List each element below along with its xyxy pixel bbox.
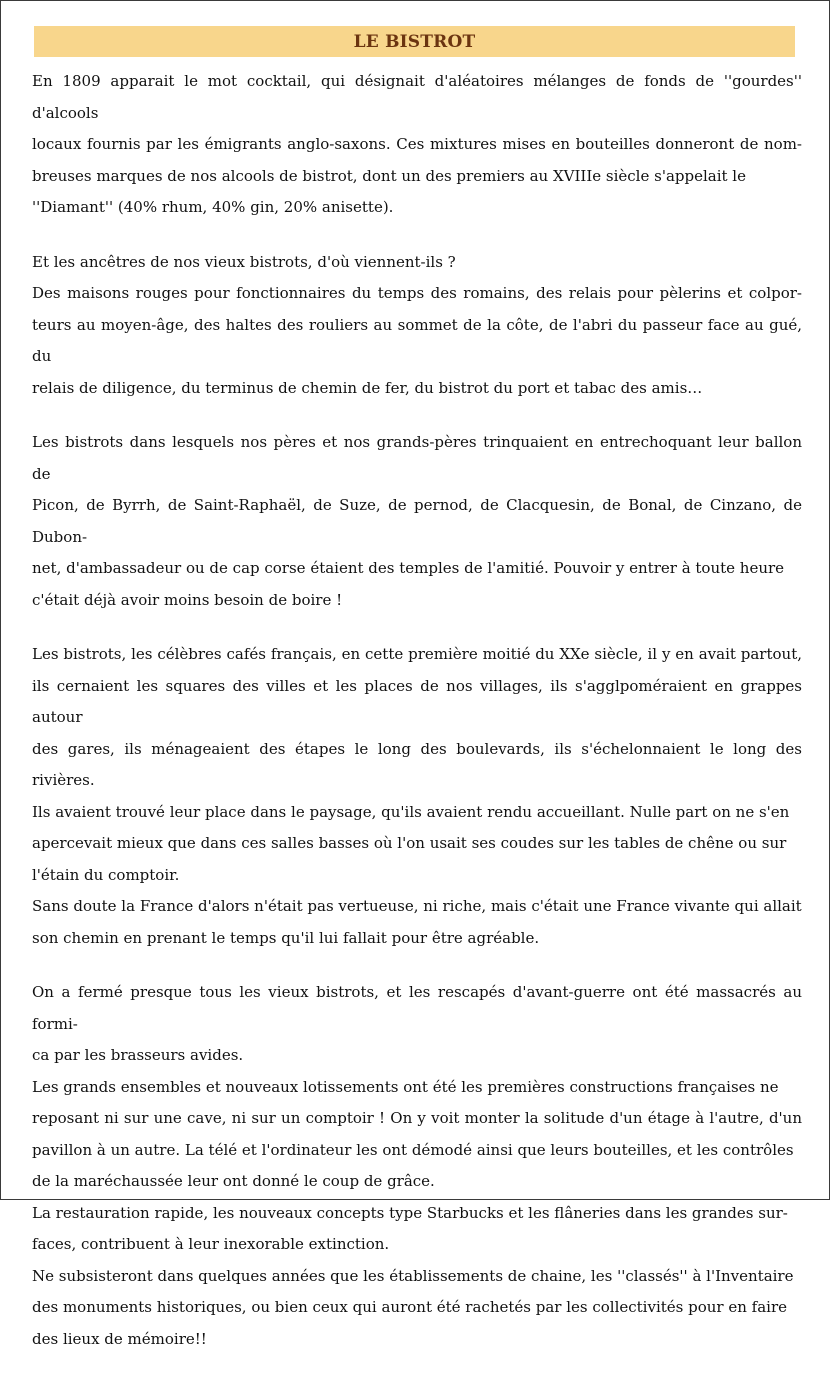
text-line: relais de diligence, du terminus de chemin de fer, du bistrot du port et tabac des amis…: [32, 378, 703, 397]
text-line: de la maréchaussée leur ont donné le coup de grâce.: [32, 1172, 435, 1190]
text-line: Les grands ensembles et nouveaux lotissements ont été les premières constructions françaises ne: [32, 1077, 779, 1096]
text-line: Sans doute la France d'alors n'était pas vertueuse, ni riche, mais c'était une France vivante qui allait: [32, 897, 802, 915]
text-line: pavillon à un autre. La télé et l'ordinateur les ont démodé ainsi que leurs bouteilles, et les contrôles: [32, 1140, 794, 1159]
text-line: ca par les brasseurs avides.: [32, 1046, 244, 1064]
paragraph-4: [32, 639, 802, 954]
text-line: breuses marques de nos alcools de bistrot, dont un des premiers au XVIIIe siècle s'appelait le: [32, 166, 746, 185]
text-line: ''Diamant'' (40% rhum, 40% gin, 20% anisette).: [32, 198, 394, 216]
text-line: son chemin en prenant le temps qu'il lui fallait pour être agréable.: [32, 928, 540, 947]
text-line: Picon, de Byrrh, de Saint-Raphaël, de Suze, de pernod, de Clacquesin, de Bonal, de Cinzano, de Dubon-: [32, 496, 802, 546]
text-line: net, d'ambassadeur ou de cap corse étaient des temples de l'amitié. Pouvoir y entrer à toute heure: [32, 559, 785, 577]
text-line: La restauration rapide, les nouveaux concepts type Starbucks et les flâneries dans les grandes sur-: [32, 1203, 788, 1222]
text-line: ils cernaient les squares des villes et les places de nos villages, ils s'agglpoméraient en grappes autour: [32, 676, 802, 726]
title-banner: [34, 26, 795, 57]
text-line: On a fermé presque tous les vieux bistrots, et les rescapés d'avant-guerre ont été massacrés au formi-: [32, 983, 802, 1033]
text-line: En 1809 apparait le mot cocktail, qui désignait d'aléatoires mélanges de fonds de ''gourdes'' d'alcools: [32, 72, 802, 122]
text-line: Ne subsisteront dans quelques années que les établissements de chaine, les ''classés'' à l'Inventaire: [32, 1266, 794, 1285]
text-line: des monuments historiques, ou bien ceux qui auront été rachetés par les collectivités pour en faire: [32, 1298, 787, 1316]
paragraph-1: [32, 66, 802, 224]
text-line: Les bistrots dans lesquels nos pères et nos grands-pères trinquaient en entrechoquant leur ballon de: [32, 433, 802, 483]
text-line: teurs au moyen-âge, des haltes des rouliers au sommet de la côte, de l'abri du passeur face au gué, du: [32, 315, 802, 365]
text-line: Ils avaient trouvé leur place dans le paysage, qu'ils avaient rendu accueillant. Nulle part on ne s'en: [32, 802, 790, 821]
text-line: c'était déjà avoir moins besoin de boire !: [32, 590, 343, 609]
text-line: reposant ni sur une cave, ni sur un comptoir ! On y voit monter la solitude d'un étage à l'autre, d'un: [32, 1109, 802, 1127]
text-line: Des maisons rouges pour fonctionnaires du temps des romains, des relais pour pèlerins et colpor-: [32, 284, 802, 302]
paragraph-3: [32, 427, 802, 616]
paragraph-2: [32, 247, 802, 405]
paragraph-5: [32, 977, 802, 1355]
text-line: faces, contribuent à leur inexorable extinction.: [32, 1235, 390, 1253]
text-line: l'étain du comptoir.: [32, 865, 180, 884]
text-line: Les bistrots, les célèbres cafés français, en cette première moitié du XXe siècle, il y en avait partout,: [32, 645, 802, 663]
text-line: des lieux de mémoire!!: [32, 1329, 207, 1348]
text-line: locaux fournis par les émigrants anglo-saxons. Ces mixtures mises en bouteilles donneront de nom-: [32, 135, 802, 153]
page-title: LE BISTROT: [353, 31, 476, 52]
text-line: Et les ancêtres de nos vieux bistrots, d'où viennent-ils ?: [32, 252, 456, 271]
text-line: des gares, ils ménageaient des étapes le long des boulevards, ils s'échelonnaient le long des rivières.: [32, 739, 802, 789]
text-line: apercevait mieux que dans ces salles basses où l'on usait ses coudes sur les tables de chêne ou sur: [32, 834, 787, 852]
article-body: [32, 66, 802, 1378]
